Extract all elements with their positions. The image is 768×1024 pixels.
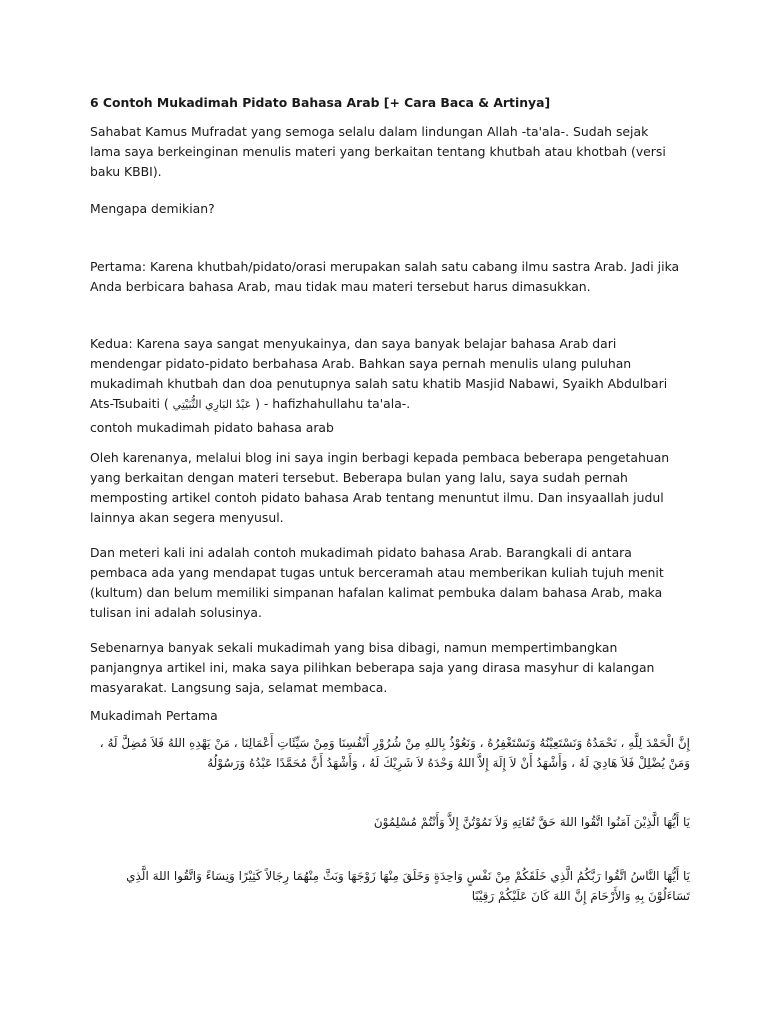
paragraph-pertama: Pertama: Karena khutbah/pidato/orasi merupakan salah satu cabang ilmu sastra Arab. Jadi jika Anda berbicara bahasa Arab, mau tidak mau materi tersebut harus dimasukkan. xyxy=(90,259,680,294)
document-title: 6 Contoh Mukadimah Pidato Bahasa Arab [+ Cara Baca & Artinya] xyxy=(90,95,551,110)
arabic-name-inline: عَبْدُ البَارِي الثُّبَيْتِي xyxy=(172,398,252,411)
paragraph-karenanya: Oleh karenanya, melalui blog ini saya ingin berbagi kepada pembaca beberapa pengetahuan yang berkaitan dengan materi tersebut. Beberapa bulan yang lalu, saya sudah pernah memposting artikel contoh pidato bahasa Arab tentang menuntut ilmu. Dan insyaallah judul lainnya akan segera menyusul. xyxy=(90,450,670,525)
paragraph-intro: Sahabat Kamus Mufradat yang semoga selalu dalam lindungan Allah -ta'ala-. Sudah sejak lama saya berkeinginan menulis materi yang berkaitan tentang khutbah atau khotbah (versi baku KBBI). xyxy=(90,124,666,179)
section-heading-mukadimah-pertama: Mukadimah Pertama xyxy=(90,708,218,723)
arabic-text-verse-2: يَا أَيُّهَا النَّاسُ اتَّقُوا رَبَّكُمُ الَّذِي خَلَقَكُمْ مِنْ نَفْسٍ وَاحِدَةٍ وَخَلَقَ مِنْهَا زَوْجَهَا وَبَثَّ مِنْهُمَا رِجَالاً كَثِيْرًا وَنِسَاءً وَاتَّقُوا اللهَ الَّذِي تَسَاءَلُوْنَ بِهِ وَالأَرْحَامَ إِنَّ اللهَ كَانَ عَلَيْكُمْ رَقِيْبًا xyxy=(126,869,690,903)
paragraph-meteri: Dan meteri kali ini adalah contoh mukadimah pidato bahasa Arab. Barangkali di antara pembaca ada yang mendapat tugas untuk berceramah atau memberikan kuliah tujuh menit (kultum) dan belum memiliki simpanan hafalan kalimat pembuka dalam bahasa Arab, maka tulisan ini adalah solusinya. xyxy=(90,545,664,620)
arabic-text-opening: إِنَّ الْحَمْدَ لِلَّهِ ، نَحْمَدُهُ وَنَسْتَعِيْنُهُ وَنَسْتَغْفِرُهُ ، وَنَعُوْذُ بِاللهِ مِنْ شُرُوْرِ أَنْفُسِنَا وَمِنْ سَيِّئَاتِ أَعْمَالِنَا ، مَنْ يَهْدِهِ اللهُ فَلاَ مُضِلَّ لَهُ ، وَمَنْ يُضْلِلْ فَلاَ هَادِيَ لَهُ ، وَأَشْهَدُ أَنْ لاَ إِلَهَ إِلاَّ اللهُ وَحْدَهُ لاَ شَرِيْكَ لَهُ ، وَأَشْهَدُ أَنَّ مُحَمَّدًا عَبْدُهُ وَرَسُوْلُهُ xyxy=(99,736,690,770)
caption-text: contoh mukadimah pidato bahasa arab xyxy=(90,420,334,435)
paragraph-sebenarnya: Sebenarnya banyak sekali mukadimah yang bisa dibagi, namun mempertimbangkan panjangnya artikel ini, maka saya pilihkan beberapa saja yang dirasa masyhur di kalangan masyarakat. Langsung saja, selamat membaca. xyxy=(90,640,655,695)
arabic-text-verse-1: يَا أَيُّهَا الَّذِيْنَ آمَنُوا اتَّقُوا اللهَ حَقَّ تُقَاتِهِ وَلاَ تَمُوْتُنَّ إِلاَّ وَأَنْتُمْ مُسْلِمُوْنَ xyxy=(373,815,690,829)
paragraph-kedua-text: Kedua: Karena saya sangat menyukainya, dan saya banyak belajar bahasa Arab dari mendengar pidato-pidato berbahasa Arab. Bahkan saya pernah menulis ulang puluhan mukadimah khutbah dan doa penutupnya salah satu khatib Masjid Nabawi, Syaikh Abdulbari Ats-Tsubaiti ( xyxy=(90,336,668,411)
paragraph-question: Mengapa demikian? xyxy=(90,201,215,216)
paragraph-kedua-tail: ) - hafizhahullahu ta'ala-. xyxy=(251,396,411,411)
paragraph-kedua xyxy=(90,334,680,415)
